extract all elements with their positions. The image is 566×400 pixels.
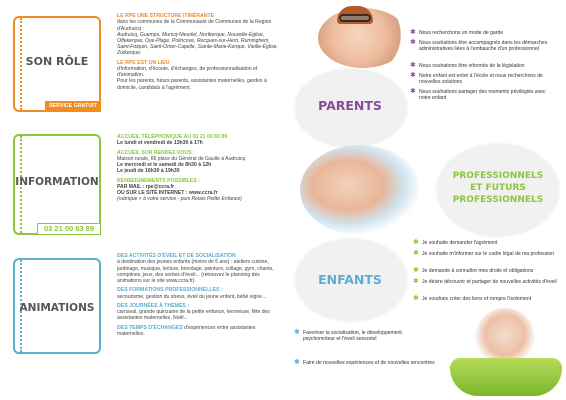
pros-label: PROFESSIONNELS ET FUTURS PROFESSIONNELS (452, 171, 544, 205)
information-frame (13, 134, 101, 235)
enfants-item-2 (294, 359, 435, 366)
anim-p2: secourisme, gestion du stress, éveil du jeune enfant, bébé signe... (117, 293, 267, 300)
role-p1: dans les communes de la Communauté de Communes de la Region d'Audruicq : (117, 19, 272, 32)
pros-item-3 (413, 267, 562, 274)
star-icon: ✱ (413, 250, 419, 257)
role-p2: d'information, d'écoute, d'échanges, de professionnalisation et d'animation. (117, 66, 258, 79)
star-icon: ✱ (410, 29, 416, 36)
info-p2c: Le jeudi de 16h30 à 19h30 (117, 168, 180, 175)
star-icon: ✱ (410, 39, 416, 46)
anim-p4-text: d'expériences entre assistantes maternelles. (117, 324, 256, 338)
parents-item-3-text: Nous souhaitons être informés de la législation (419, 63, 525, 69)
star-icon: ✱ (294, 359, 300, 366)
star-icon: ✱ (413, 278, 419, 285)
bathtub-icon (450, 358, 562, 396)
parents-item-2-text: Nous souhaitons être accompagnés dans les démarches administratives liées à l'embauche d'un professionnel (419, 40, 548, 53)
role-badge: SERVICE GRATUIT (45, 101, 101, 112)
role-text (117, 13, 281, 91)
enfants-item-2-text: Faire de nouvelles expériences et de nouvelles rencontres (303, 360, 435, 366)
anim-heading-2: DES FORMATIONS PROFESSIONNELLES : (117, 287, 223, 294)
role-frame (13, 16, 101, 112)
parents-item-1-text: Nous recherchons un mode de garde (419, 30, 504, 36)
parents-item-2 (410, 39, 557, 53)
parents-item-3 (410, 62, 557, 69)
star-icon: ✱ (413, 267, 419, 274)
star-icon: ✱ (410, 88, 416, 95)
pros-item-2 (413, 250, 562, 257)
parents-item-4 (410, 72, 557, 86)
anim-p3: carnaval, grande quinzaine de la petite enfance, kermesse, fête des assistantes maternelles, Noël... (117, 309, 270, 322)
role-heading-1: LE RPE UNE STRUCTURE ITINÉRANTE (117, 13, 215, 19)
anim-p1: à destination des jeunes enfants (moins de 6 ans) : ateliers cuisine, jardinage, musique, lecture, bricolage, peinture, collage, gym, chants, comptines, jeux, des sorties d'éveil... (retrouvez le planning des animations sur le site www.ccra.fr). (117, 259, 274, 285)
pros-item-1-text: Je souhaite demander l'agrément (422, 240, 498, 246)
enfants-item-1 (294, 329, 435, 343)
info-p3a: PAR MAIL : rpe@ccra.fr (117, 184, 175, 191)
star-icon: ✱ (410, 72, 416, 79)
role-heading-2: LE RPE EST UN LIEU (117, 59, 170, 66)
baby-crawling-photo (300, 145, 420, 235)
animations-title: ANIMATIONS (19, 302, 95, 314)
information-phone: 03 21 00 83 89 (37, 223, 101, 235)
info-p3b: OU SUR LE SITE INTERNET : www.ccra.fr (117, 190, 218, 197)
pros-item-3-text: Je demande à connaître mes droits et obligations (422, 268, 534, 274)
parents-item-4-text: Notre enfant est entré à l'école et nous recherchons de nouvelles solutions (419, 73, 543, 86)
info-p2b: Le mercredi et le samedi de 8h30 à 12h (117, 162, 212, 169)
role-p1b: Audruicq, Guemps, Muncq-Nieurlet, Nortkerque, Nouvelle-Église, Offekerque, Oye-Plage, Polincove, Recques-sur-Hem, Ruminghem, Saint-Folquin, Saint-Omer-Capelle, Sainte-Marie-Kerque, Vieille-Église, Zutkerque. (117, 31, 278, 57)
star-icon: ✱ (410, 62, 416, 69)
info-text (117, 134, 281, 203)
star-icon: ✱ (413, 239, 419, 246)
info-heading-2: ACCUEIL SUR RENDEZ-VOUS : (117, 149, 195, 156)
parents-item-5-text: Nous souhaitons partager des moments privilégiés avec notre enfant (419, 89, 546, 102)
info-heading-1: ACCUEIL TÉLÉPHONIQUE AU 03 21 00 83 89 (117, 134, 228, 140)
goggles-icon (339, 14, 371, 22)
info-p1: Le lundi et vendredi de 13h30 à 17h (117, 140, 203, 147)
info-p2a: Maison rurale, 66 place du Général de Gaulle à Audruicq (117, 156, 246, 163)
pros-item-4-text: Je désire découvrir et partager de nouvelles activités d'éveil (422, 279, 557, 285)
star-icon: ✱ (413, 295, 419, 302)
parents-label: PARENTS (318, 98, 382, 113)
animations-frame (13, 258, 101, 354)
pros-item-1 (413, 239, 562, 246)
pros-item-5-text: Je voudrais créer des liens et rompre l'isolement (422, 296, 532, 302)
info-heading-3: RENSEIGNEMENTS POSSIBLES : (117, 177, 201, 184)
anim-heading-4: DES TEMPS D'ÉCHANGES (117, 324, 183, 331)
anim-text (117, 253, 281, 337)
anim-heading-3: DES JOURNÉES À THÈMES : (117, 302, 190, 309)
enfants-item-1-text: Favoriser la socialisation, le développement psychomoteur et l'éveil sensoriel (303, 330, 402, 343)
role-p3: Pour les parents, futurs parents, assistantes maternelles, gardes à domicile, candidats à l'agrément. (117, 78, 267, 91)
pros-item-5 (413, 295, 562, 302)
pros-item-2-text: Je souhaite m'informer sur le cadre légal de ma profession (422, 251, 555, 257)
info-p3c: (rubrique « à votre service - puis Relais Petite Enfance) (117, 196, 242, 203)
parents-item-1 (410, 29, 557, 36)
anim-p4 (117, 325, 281, 338)
enfants-label: ENFANTS (318, 272, 382, 287)
star-icon: ✱ (294, 329, 300, 336)
anim-heading-1: DES ACTIVITÉS D'ÉVEIL ET DE SOCIALISATION (117, 253, 236, 259)
role-title: SON RÔLE (25, 55, 89, 68)
parents-item-5 (410, 88, 557, 102)
information-title: INFORMATION (15, 176, 99, 188)
pros-item-4 (413, 278, 562, 285)
